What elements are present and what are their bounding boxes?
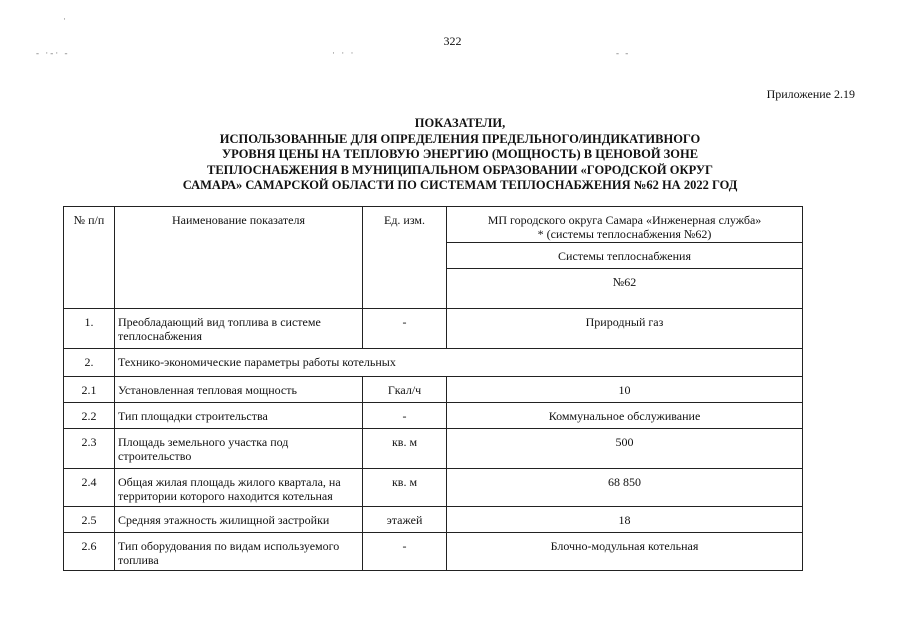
appendix-label: Приложение 2.19 [766,87,855,101]
row-value: 500 [447,429,803,469]
row-name: Тип площадки строительства [115,403,363,429]
table-row [64,533,803,571]
row-name: Преобладающий вид топлива в системе теплоснабжения [115,309,363,349]
title-line: УРОВНЯ ЦЕНЫ НА ТЕПЛОВУЮ ЭНЕРГИЮ (МОЩНОСТЬ) В ЦЕНОВОЙ ЗОНЕ [221,147,699,161]
title-line: ИСПОЛЬЗОВАННЫЕ ДЛЯ ОПРЕДЕЛЕНИЯ ПРЕДЕЛЬНОГО/ИНДИКАТИВНОГО [219,131,701,146]
row-unit: - [363,533,447,571]
row-name: Общая жилая площадь жилого квартала, на территории которого находится котельная [115,469,363,507]
scan-artifact: - - [616,48,631,58]
scan-artifact: · · · [332,48,356,58]
row-value: 18 [447,507,803,533]
row-unit: - [363,309,447,349]
row-value: Природный газ [447,309,803,349]
document-title [60,116,860,194]
header-system-number: №62 [447,269,803,309]
table-row [64,507,803,533]
table-row [64,469,803,507]
page-number: 322 [443,34,462,48]
row-num: 2.2 [64,403,115,429]
header-unit: Ед. изм. [363,207,447,309]
row-value: 68 850 [447,469,803,507]
header-org: МП городского округа Самара «Инженерная служба» * (системы теплоснабжения №62) [447,207,803,243]
table-row [64,377,803,403]
row-name: Средняя этажность жилищной застройки [115,507,363,533]
title-line: ТЕПЛОСНАБЖЕНИЯ В МУНИЦИПАЛЬНОМ ОБРАЗОВАНИИ «ГОРОДСКОЙ ОКРУГ [206,162,714,177]
row-num: 2.3 [64,429,115,469]
table-row [64,309,803,349]
row-name: Площадь земельного участка под строительство [115,429,363,469]
row-name: Тип оборудования по видам используемого топлива [115,533,363,571]
header-systems: Системы теплоснабжения [447,243,803,269]
row-num: 2.6 [64,533,115,571]
title-line: ПОКАЗАТЕЛИ, [414,116,506,130]
row-unit: Гкал/ч [363,377,447,403]
table-row [64,403,803,429]
row-value: Блочно-модульная котельная [447,533,803,571]
row-unit: кв. м [363,429,447,469]
indicators-table [63,206,803,571]
scan-artifact: - ·-· - [36,48,70,58]
row-name: Установленная тепловая мощность [115,377,363,403]
row-num: 2.4 [64,469,115,507]
scan-artifact: · [63,14,68,24]
row-num: 2. [64,349,115,377]
title-line: САМАРА» САМАРСКОЙ ОБЛАСТИ ПО СИСТЕМАМ ТЕПЛОСНАБЖЕНИЯ №62 НА 2022 ГОД [182,178,738,192]
row-num: 2.1 [64,377,115,403]
row-value: 10 [447,377,803,403]
header-num: № п/п [64,207,115,309]
row-value: Коммунальное обслуживание [447,403,803,429]
table-row [64,429,803,469]
row-num: 2.5 [64,507,115,533]
row-unit: - [363,403,447,429]
row-unit: этажей [363,507,447,533]
header-name: Наименование показателя [115,207,363,309]
row-num: 1. [64,309,115,349]
table-row-section [64,349,803,377]
row-name: Технико-экономические параметры работы котельных [115,349,803,377]
row-unit: кв. м [363,469,447,507]
